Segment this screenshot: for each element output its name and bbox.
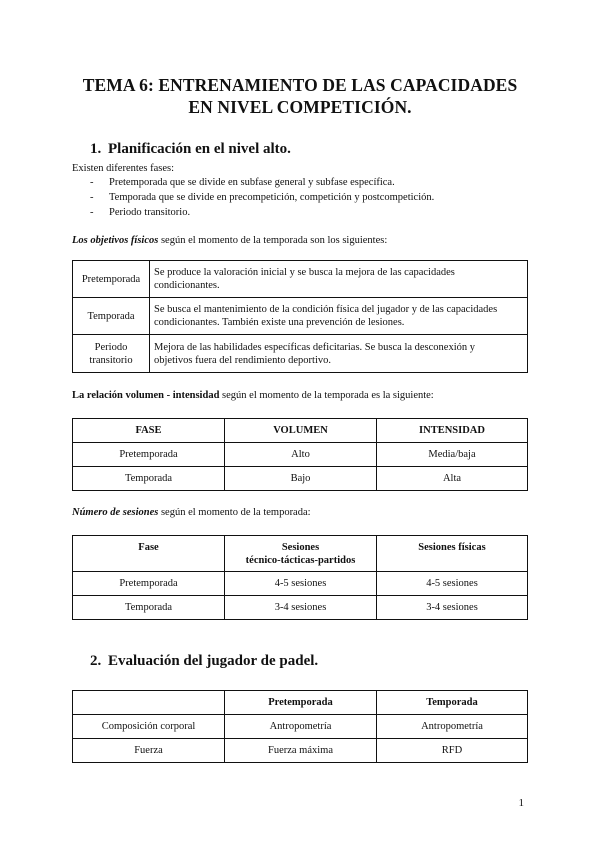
table-header-row [73,536,528,572]
column-header [73,691,225,715]
section1-number: 1. [90,141,102,157]
section1-heading [90,140,291,158]
objectives-rest: según el momento de la temporada son los siguientes: [158,235,388,246]
table-cell: Pretemporada [73,443,225,467]
table-cell: Pretemporada [73,261,150,298]
table-cell: Alto [225,443,377,467]
table-row [73,298,528,335]
table-header-row [73,419,528,443]
table-cell: Composición corporal [73,715,225,739]
column-header: Sesiones físicas [377,536,528,572]
cell-line: objetivos fuera del rendimiento deportivo. [154,354,331,366]
column-header: INTENSIDAD [377,419,528,443]
evaluation-table [72,690,528,763]
table-cell: 4-5 sesiones [225,572,377,596]
column-header: Pretemporada [225,691,377,715]
phases-list [72,175,434,220]
volume-table [72,418,528,491]
table-row [73,739,528,763]
section2-heading [90,652,318,670]
table-cell [73,335,150,373]
volume-bold: La relación volumen - intensidad [72,390,220,401]
table-cell: 3-4 sesiones [377,596,528,620]
volume-rest: según el momento de la temporada es la siguiente: [219,390,434,401]
table-cell: Temporada [73,467,225,491]
cell-line: Mejora de las habilidades específicas deficitarias. Se busca la desconexión y [154,341,476,353]
table-row [73,715,528,739]
list-item: - Periodo transitorio. [72,205,434,220]
table-row [73,572,528,596]
section2-number: 2. [90,653,102,669]
table-cell [150,261,528,298]
page-title [60,74,540,118]
table-row [73,596,528,620]
sessions-bold: Número de sesiones [72,507,159,518]
section2-heading-text: Evaluación del jugador de padel. [108,653,319,669]
list-item: - Pretemporada que se divide en subfase general y subfase específica. [72,175,434,190]
header-line: técnico-tácticas-partidos [245,555,356,566]
header-line: Sesiones [281,542,320,553]
objectives-table [72,260,528,373]
cell-line: transitorio [89,354,133,366]
table-cell: Temporada [73,596,225,620]
table-row [73,261,528,298]
title-line-1: TEMA 6: ENTRENAMIENTO DE LAS CAPACIDADES [82,75,518,95]
column-header: Temporada [377,691,528,715]
table-row [73,467,528,491]
cell-line: Se busca el mantenimiento de la condición física del jugador y de las capacidades [154,304,498,315]
section1-heading-text: Planificación en el nivel alto. [108,141,291,157]
table-cell: Antropometría [377,715,528,739]
table-row [73,443,528,467]
sessions-intro [72,506,311,520]
sessions-table [72,535,528,620]
phases-intro: Existen diferentes fases: [72,163,175,174]
page-number: 1 [518,797,524,809]
column-header: FASE [73,419,225,443]
volume-intro [72,389,434,403]
list-item: - Temporada que se divide en precompetición, competición y postcompetición. [72,190,434,205]
objectives-bold: Los objetivos físicos [72,235,159,246]
table-cell: Pretemporada [73,572,225,596]
table-cell: Temporada [73,298,150,335]
cell-line: condicionantes. [154,280,220,291]
table-cell: Antropometría [225,715,377,739]
cell-line: Se produce la valoración inicial y se busca la mejora de las capacidades [154,267,455,278]
objectives-intro [72,234,387,248]
table-row [73,335,528,373]
table-header-row [73,691,528,715]
table-cell [150,335,528,373]
table-cell: Fuerza [73,739,225,763]
title-line-2: EN NIVEL COMPETICIÓN. [188,97,412,117]
table-cell [150,298,528,335]
table-cell: Bajo [225,467,377,491]
table-cell: Media/baja [377,443,528,467]
column-header: VOLUMEN [225,419,377,443]
table-cell: RFD [377,739,528,763]
cell-line: Periodo [94,341,128,353]
table-cell: 4-5 sesiones [377,572,528,596]
column-header: Fase [73,536,225,572]
table-cell: Fuerza máxima [225,739,377,763]
table-cell: Alta [377,467,528,491]
sessions-rest: según el momento de la temporada: [158,507,311,518]
table-cell: 3-4 sesiones [225,596,377,620]
column-header [225,536,377,572]
cell-line: condicionantes. También existe una prevención de lesiones. [154,317,405,328]
